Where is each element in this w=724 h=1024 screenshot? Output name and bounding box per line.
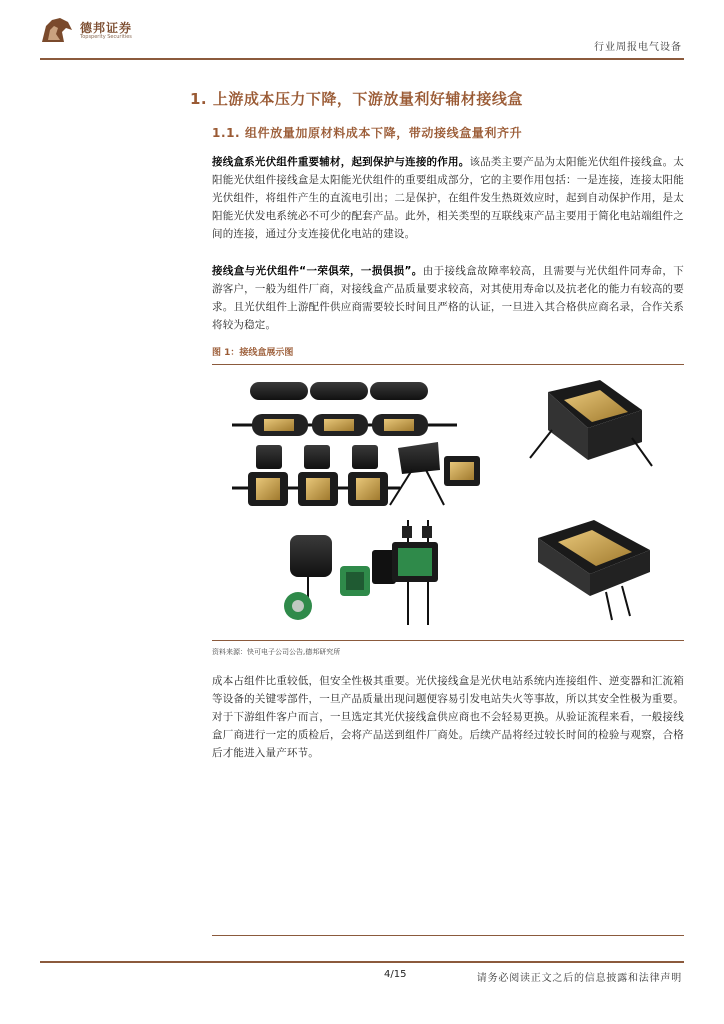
footer-disclaimer: 请务必阅读正文之后的信息披露和法律声明: [476, 973, 682, 984]
footer-divider: [40, 961, 684, 963]
split-junction-box-icon: [284, 535, 396, 620]
large-junction-box-open-icon: [530, 380, 652, 466]
large-junction-box-variant-icon: [538, 520, 650, 620]
paragraph-lead: 接线盒系光伏组件重要辅材，起到保护与连接的作用。: [212, 156, 470, 168]
header-divider: [40, 58, 684, 60]
open-square-junction-box-icon: [232, 472, 400, 506]
paragraph-body: 由于接线盒故障率较高，且需要与光伏组件同寿命，下游客户，一般为组件厂商，对接线盒产品质量要求较高，对其使用寿命以及抗老化的能力有较高的要求。且光伏组件上游配件供应商需要较长时间且严格的认证，一旦进入其合格供应商名录，合作关系将较为稳定。: [212, 265, 684, 331]
junction-box-photo: [212, 370, 684, 633]
paragraph-lead: 接线盒与光伏组件“一荣俱荣，一损俱损”。: [212, 265, 423, 277]
paragraph-junction-box-role: [212, 153, 684, 243]
page-number: 4/15: [384, 969, 407, 980]
paragraph-body: 成本占组件比重较低，但安全性极其重要。光伏接线盒是光伏电站系统内连接组件、逆变器和汇流箱等设备的关键零部件，一旦产品质量出现问题便容易引发电站失火等事故，所以其安全性极为重要。对于下游组件客户而言，一旦选定其光伏接线盒供应商也不会轻易更换。从验证流程来看，一般接线盒厂商进行一定的质检后，会将产品送到组件厂商处。后续产品将经过较长时间的检验与观察，合格后才能进入量产环节。: [212, 675, 684, 759]
report-category: 行业周报电气设备: [594, 42, 682, 53]
paragraph-safety-importance: [212, 672, 684, 762]
content-end-rule: [212, 935, 684, 936]
figure-top-rule: [212, 364, 684, 365]
oval-cover-icon: [250, 382, 428, 400]
modular-junction-box-icon: [392, 520, 438, 625]
figure-title: 图 1：接线盒展示图: [212, 348, 294, 358]
diamond-junction-box-icon: [390, 442, 480, 505]
figure-bottom-rule: [212, 640, 684, 641]
square-cover-icon: [256, 445, 378, 469]
paragraph-body: 该品类主要产品为太阳能光伏组件接线盒。太阳能光伏组件接线盒是太阳能光伏组件的重要组成部分，它的主要作用包括：一是连接，连接太阳能光伏组件，将组件产生的直流电引出；二是保护，在组件发生热斑效应时，起到自动保护作用，是太阳能光伏发电系统必不可少的配套产品。此外，相关类型的互联线束产品主要用于简化电站端组件之间的连接，通过分支连接优化电站的建设。: [212, 156, 684, 240]
company-logo-text: 德邦证券: [80, 21, 133, 35]
paragraph-junction-box-module-relation: [212, 262, 684, 334]
open-oval-junction-box-icon: [232, 414, 457, 436]
logo-icon: [40, 16, 76, 44]
figure-source: 资料来源：快可电子公司公告,德邦研究所: [212, 648, 341, 656]
subsection-heading: 1.1. 组件放量加原材料成本下降，带动接线盒量利齐升: [212, 126, 523, 140]
company-logo-english: Topsperity Securities: [80, 34, 132, 40]
section-heading: 1. 上游成本压力下降，下游放量利好辅材接线盒: [190, 90, 523, 108]
